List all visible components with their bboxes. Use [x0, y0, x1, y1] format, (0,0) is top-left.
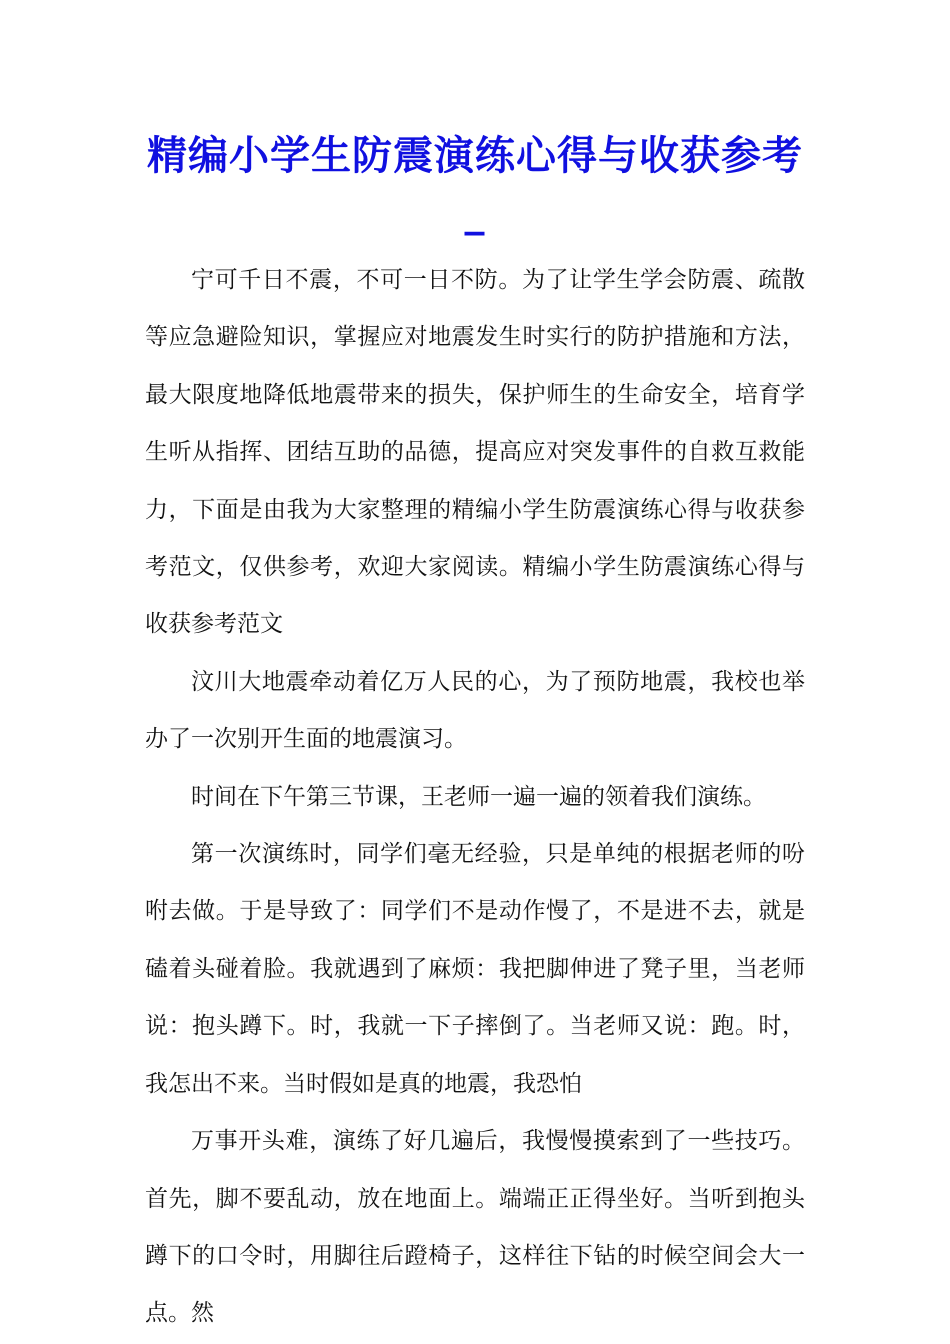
paragraph-intro: 宁可千日不震，不可一日不防。为了让学生学会防震、疏散等应急避险知识，掌握应对地震发生时实行的防护措施和方法，最大限度地降低地震带来的损失，保护师生的生命安全，培育学生听从指挥、团结互助的品德，提高应对突发事件的自救互救能力，下面是由我为大家整理的精编小学生防震演练心得与收获参考范文，仅供参考，欢迎大家阅读。精编小学生防震演练心得与收获参考范文: [145, 267, 805, 638]
paragraph-time: 时间在下午第三节课，王老师一遍一遍的领着我们演练。: [191, 783, 766, 810]
paragraph-first-drill: 第一次演练时，同学们毫无经验，只是单纯的根据老师的吩咐去做。于是导致了：同学们不是动作慢了，不是进不去，就是磕着头碰着脸。我就遇到了麻烦：我把脚伸进了凳子里，当老师说：抱头蹲下。时，我就一下子摔倒了。当老师又说：跑。时，我怎出不来。当时假如是真的地震，我恐怕: [145, 841, 805, 1097]
document-title: 精编小学生防震演练心得与收获参考_: [147, 132, 803, 236]
paragraph-techniques: 万事开头难，演练了好几遍后，我慢慢摸索到了一些技巧。首先，脚不要乱动，放在地面上。端端正正得坐好。当听到抱头蹲下的口令时，用脚往后蹬椅子，这样往下钻的时候空间会大一点。然: [145, 1128, 805, 1327]
document-body: [145, 252, 805, 1343]
paragraph-wenchuan: 汶川大地震牵动着亿万人民的心，为了预防地震，我校也举办了一次别开生面的地震演习。: [145, 668, 805, 753]
